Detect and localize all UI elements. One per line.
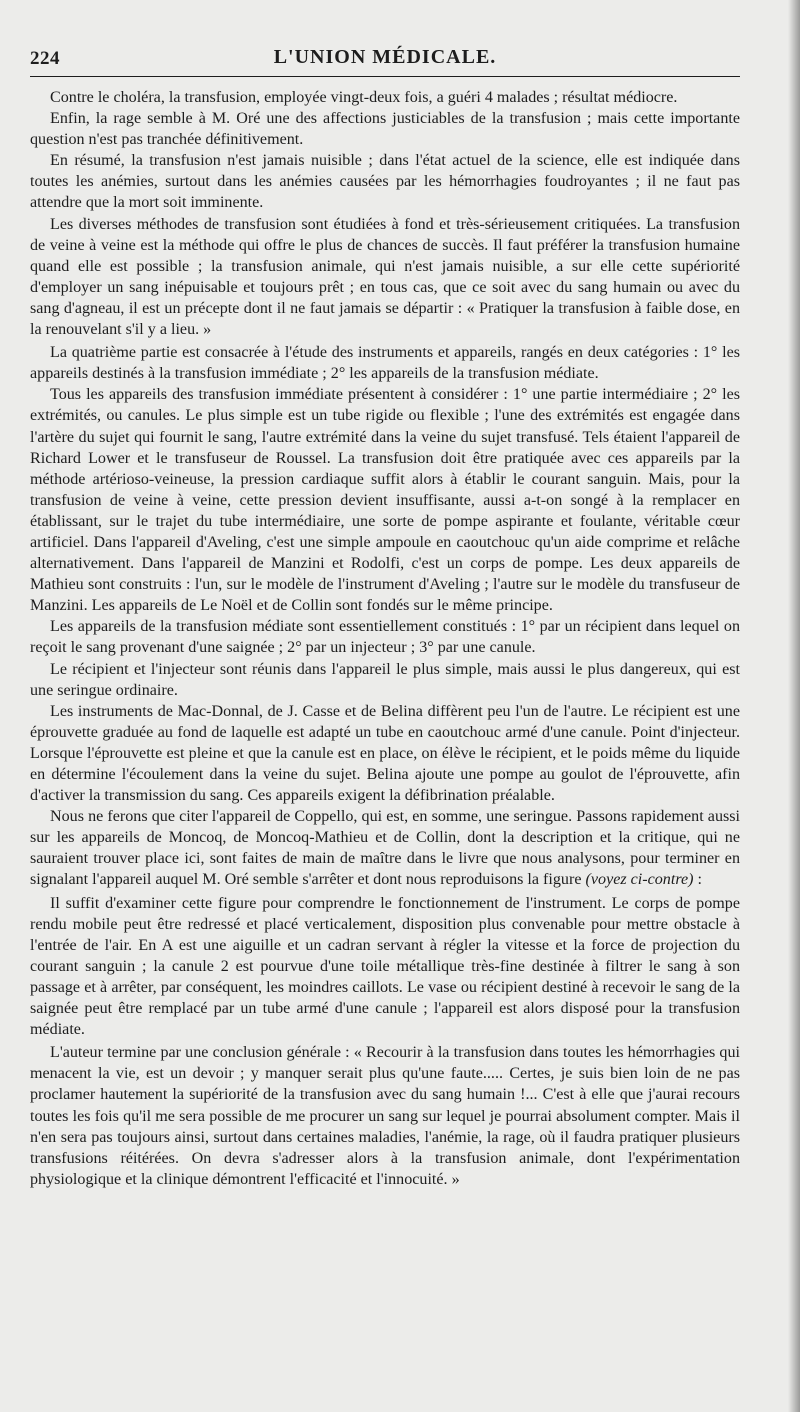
paragraph-coppello (30, 806, 740, 890)
paragraph-resume: En résumé, la transfusion n'est jamais nuisible ; dans l'état actuel de la science, elle est indiquée dans toutes les anémies, surtout dans les anémies causées par les hémorrhagies foudroyantes ; il ne faut pas attendre que la mort soit imminente. (30, 152, 740, 212)
article-body (30, 87, 740, 1190)
paragraph-conclusion: L'auteur termine par une conclusion générale : « Recourir à la transfusion dans toutes les hémorrhagies qui menacent la vie, est un devoir ; y manquer serait plus qu'une faute..... Certes, je suis bien loin de ne pas proclamer hautement la supériorité de la transfusion avec du sang humain !... C'est à elle que j'aurai recours toutes les fois qu'il me sera possible de me procurer un sang sur lequel je pourrai absolument compter. Mais il n'en sera pas toujours ainsi, surtout dans certaines maladies, l'anémie, la rage, où il faudra pratiquer plusieurs transfusions réitérées. On devra s'adresser alors à la transfusion animale, dont l'expérimentation physiologique et la clinique démontrent l'efficacité et l'innocuité. » (30, 1044, 740, 1188)
figure-reference: (voyez ci-contre) (585, 871, 694, 889)
paragraph-coppello-text: Nous ne ferons que citer l'appareil de Coppello, qui est, en somme, une seringue. Passons rapidement aussi sur les appareils de Moncoq, de Moncoq-Mathieu et de Collin, dont la description et la critique, qui ne sauraient trouver place ici, sont faites de main de maître dans le livre que nous analysons, pour terminer en signalant l'appareil auquel M. Oré semble s'arrêter et dont nous reproduisons la figure (30, 808, 740, 889)
paragraph-methodes: Les diverses méthodes de transfusion sont étudiées à fond et très-sérieusement critiquées. La transfusion de veine à veine est la méthode qui offre le plus de chances de succès. Il faut préférer la transfusion humaine quand elle est possible ; la transfusion animale, qui n'est jamais nuisible, a sur elle cette supériorité d'employer un sang inépuisable et toujours prêt ; en tous cas, que ce soit avec du sang humain ou avec du sang d'agneau, il est un précepte dont il ne faut jamais se départir : « Pratiquer la transfusion à faible dose, en la renouvelant s'il y a lieu. » (30, 215, 740, 339)
page-edge-shadow (788, 0, 800, 1412)
paragraph-figure-description: Il suffit d'examiner cette figure pour comprendre le fonctionnement de l'instrument. Le corps de pompe rendu mobile peut être redressé et placé verticalement, disposition plus convenable pour mettre obstacle à l'entrée de l'air. En A est une aiguille et un cadran servant à régler la vitesse et la force de projection du courant sanguin ; la canule 2 est pourvue d'une toile métallique très-fine destinée à filtrer le sang à son passage et à arrêter, par conséquent, les moindres caillots. Le vase ou récipient destiné à recevoir le sang de la saignée peut être remplacé par un tube armé d'une canule ; l'appareil est alors disposé pour la transfusion médiate. (30, 894, 740, 1039)
paragraph-rage: Enfin, la rage semble à M. Oré une des affections justiciables de la transfusion ; mais cette importante question n'est pas tranchée définitivement. (30, 110, 740, 149)
page-number: 224 (30, 48, 60, 69)
paragraph-quatrieme-partie: La quatrième partie est consacrée à l'étude des instruments et appareils, rangés en deux catégories : 1° les appareils destinés à la transfusion immédiate ; 2° les appareils de la transfusion médiate. (30, 344, 740, 383)
paragraph-transfusion-immediate: Tous les appareils des transfusion immédiate présentent à considérer : 1° une partie intermédiaire ; 2° les extrémités, ou canules. Le plus simple est un tube rigide ou flexible ; l'une des extrémités est engagée dans l'artère du sujet qui fournit le sang, l'autre extrémité dans la veine du sujet transfusé. Tels étaient l'appareil de Richard Lower et le transfuseur de Roussel. La transfusion doit être pratiquée avec ces appareils par la méthode artérioso-veineuse, la pression cardiaque suffit alors à établir le courant sanguin. Mais, pour la transfusion de veine à veine, cette pression devient insuffisante, aussi a-t-on songé à la remplacer en établissant, sur le trajet du tube intermédiaire, une sorte de pompe aspirante et foulante, véritable cœur artificiel. Dans l'appareil d'Aveling, c'est une simple ampoule en caoutchouc qu'un aide comprime et relâche alternativement. Dans l'appareil de Manzini et Rodolfi, c'est un corps de pompe. Les deux appareils de Mathieu sont construits : l'un, sur le modèle de l'instrument d'Aveling ; l'autre sur le modèle du transfuseur de Manzini. Les appareils de Le Noël et de Collin sont fondés sur le même principe. (30, 386, 740, 615)
paragraph-seringue: Le récipient et l'injecteur sont réunis dans l'appareil le plus simple, mais aussi le plus dangereux, qui est une seringue ordinaire. (30, 660, 740, 699)
paragraph-instruments: Les instruments de Mac-Donnal, de J. Casse et de Belina diffèrent peu l'un de l'autre. Le récipient est une éprouvette graduée au fond de laquelle est adapté un tube en caoutchouc armé d'une canule. Point d'injecteur. Lorsque l'éprouvette est pleine et que la canule est en place, on élève le récipient, et le poids même du liquide en détermine l'écoulement dans la veine du sujet. Belina ajoute une pompe au goulot de l'éprouvette, afin d'activer la transmission du sang. Ces appareils exigent la défibrination préalable. (30, 702, 740, 805)
paragraph-transfusion-mediate: Les appareils de la transfusion médiate sont essentiellement constitués : 1° par un récipient dans lequel on reçoit le sang provenant d'une saignée ; 2° par un injecteur ; 3° par une canule. (30, 618, 740, 657)
running-title: L'UNION MÉDICALE. (273, 46, 497, 68)
page-header (30, 44, 740, 80)
figure-reference-tail: : (693, 871, 702, 889)
paragraph-cholera: Contre le choléra, la transfusion, employée vingt-deux fois, a guéri 4 malades ; résultat médiocre. (50, 89, 678, 106)
header-rule (30, 76, 740, 77)
